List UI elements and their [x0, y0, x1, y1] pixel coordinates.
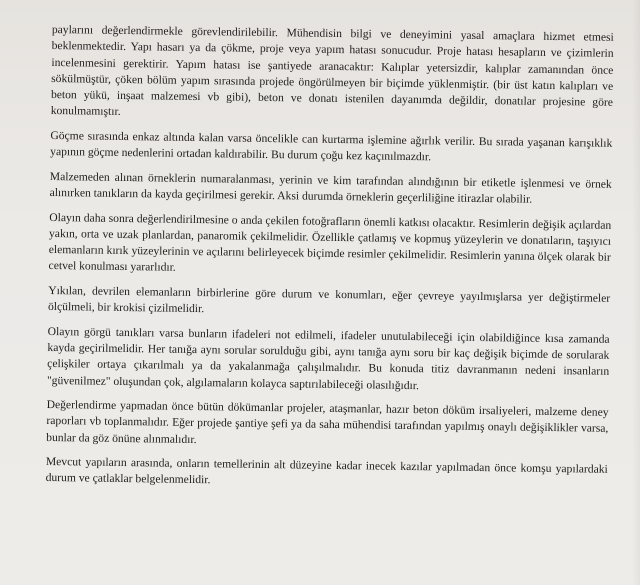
paragraph-2: Göçme sırasında enkaz altında kalan varsa öncelikle can kurtarma işlemine ağırlık verilir. Bu sırada yaşanan karışıklık yapının göçme nedenlerini ortadan kaldırabilir. Bu durum çoğu kez kaçınılmazdır.: [50, 128, 613, 164]
paragraph-6: Olayın görgü tanıkları varsa bunların ifadeleri not edilmeli, ifadeler unutulabileceği için olabildiğince kısa zamanda kayda geçirilmelidir. Her tanığa aynı sorular sorulduğu gibi, aynı tanığa aynı soru bir kaç değişik biçimde de sorularak çelişkiler ortaya çıkarılmalı ya da yakalanmağa çalışılmalıdır. Bu konuda titiz davranmanın nedeni insanların "güvenilmez" oluşundan çok, algılamaların kolayca saptırılabileceği olasılığıdır.: [46, 324, 610, 392]
paragraph-8: Mevcut yapıların arasında, onların temellerinin alt düzeyine kadar inecek kazılar yapılmadan önce komşu yapılardaki durum ve çatlaklar belgelenmelidir.: [45, 455, 608, 487]
paragraph-4: Olayın daha sonra değerlendirilmesine o anda çekilen fotoğrafların önemli katkısı olacaktır. Resimlerin değişik açılardan yakın, orta ve uzak planlardan, panaromik çekilmelidir. Özellikle çatlamış ve kopmuş yüzeylerin ve donatıların, taşıyıcı elemanların kırık yüzeylerinin ve açılarını belirleyecek biçimde resimler çekilmelidir. Resimlerin yanına ölçek olarak bir cetvel konulması yararlıdır.: [48, 210, 612, 275]
paragraph-3: Malzemeden alınan örneklerin numaralanması, yerinin ve kim tarafından alındığının bir etiketle işlenmesi ve örnek alınırken tanıkların da kayda geçirilmesi gerekir. Aksi durumda örneklerin geçerliliğine itirazlar olabilir.: [49, 169, 612, 206]
body-text: [45, 22, 614, 503]
paragraph-1: paylarını değerlendirmekle görevlendirilebilir. Mühendisin bilgi ve deneyimini yasal amaçlara hizmet etmesi beklenmektedir. Yapı hasarı ya da çökme, proje veya yapım hatası sonucudur. Proje hatası hesapların ve çizimlerin incelenmesini gerektirir. Yapım hatası ise şantiyede aranacaktır: Kalıplar yetersizdir, kalıplar zamanından önce sökülmüştür, çöken bölüm yapım sırasında projede öngörülmeyen bir biçimde yüklenmiştir. (bir üst katın kalıpları ve beton yükü, inşaat malzemesi vb gibi), beton ve donatı istenilen dayanımda değildir, donatılar projesine göre konulmamıştır.: [50, 22, 614, 119]
page-edge-shadow: [632, 0, 640, 585]
paragraph-7: Değerlendirme yapmadan önce bütün dökümanlar projeler, ataşmanlar, hazır beton döküm irsaliyeleri, malzeme deney raporları vb toplanmalıdır. Eğer projede şantiye şefi ya da saha mühendisi tarafından yapılmış onaylı değişiklikler varsa, bunlar da göz önüne alınmalıdır.: [46, 398, 609, 446]
paragraph-5: Yıkılan, devrilen elemanların birbirlerine göre durum ve konumları, eğer çevreye yayılmışlarsa yer değiştirmeler ölçülmeli, bir krokisi çizilmelidir.: [47, 283, 611, 316]
